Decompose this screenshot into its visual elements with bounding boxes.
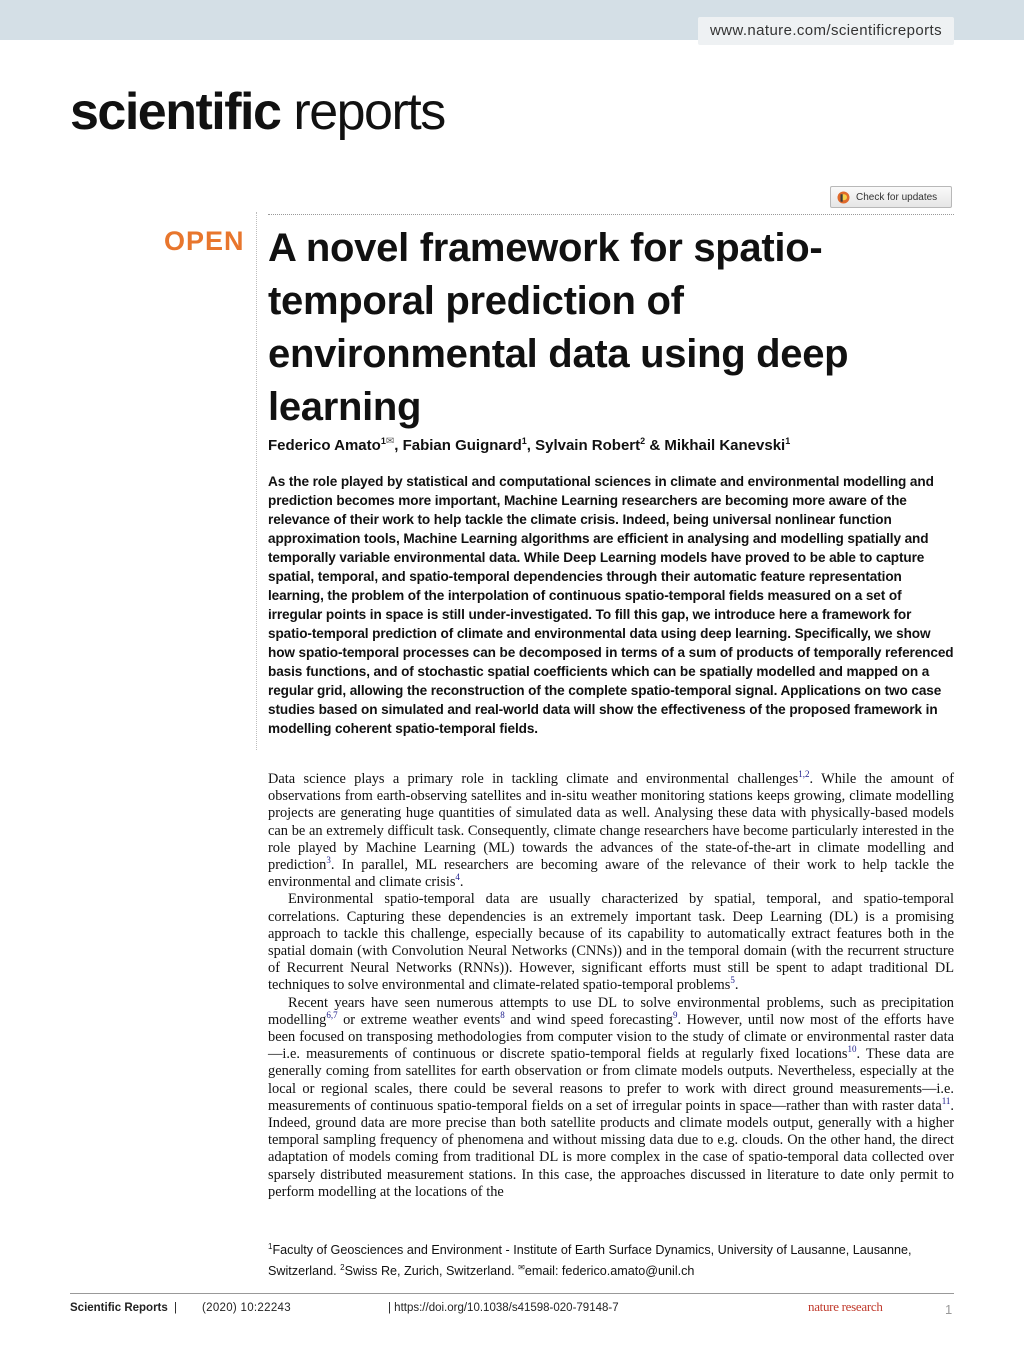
text-run: . bbox=[734, 977, 739, 994]
logo-light: reports bbox=[293, 83, 445, 141]
citation-link[interactable]: 3 bbox=[326, 855, 331, 866]
citation-link[interactable]: 8 bbox=[500, 1010, 505, 1021]
journal-logo[interactable] bbox=[70, 83, 445, 141]
abstract: As the role played by statistical and computational sciences in climate and environmental modelling and prediction becomes more important, Machine Learning researchers are becoming more aware of the relevance of their work to help tackle the climate crisis. Indeed, being universal nonlinear function approximation tools, Machine Learning algorithms are efficient in analysing and modelling spatially and temporally variable environmental data. While Deep Learning models have proved to be able to capture spatial, temporal, and spatio-temporal dependencies through their automatic feature representation learning, the problem of the interpolation of continuous spatio-temporal fields measured on a set of irregular points in space is still under-investigated. To fill this gap, we introduce here a framework for spatio-temporal prediction of climate and environmental data using deep learning. Specifically, we show how spatio-temporal processes can be decomposed in terms of a sum of products of temporally referenced basis functions, and of stochastic spatial coefficients which can be spatially modelled and mapped on a regular grid, allowing the reconstruction of the complete spatio-temporal signal. Applications on two case studies based on simulated and real-world data will show the effectiveness of the proposed framework in modelling coherent spatio-temporal fields. bbox=[268, 474, 954, 736]
text-run: Data science plays a primary role in tackling climate and environmental challenges bbox=[268, 771, 799, 787]
journal-url[interactable]: www.nature.com/scientificreports bbox=[698, 17, 954, 45]
footer-citation: (2020) 10:22243 bbox=[202, 1302, 291, 1314]
text-run: . While the amount of observations from earth-observing satellites and in-situ weather monitoring stations keeps growing, climate modelling projects are generating huge quantities of simulated data as well. Analysing these data with physically-based models can be an extremely difficult task. Consequently, climate change researchers have become particularly interested in the role played by Machine Learning (ML) towards the advances of the state-of-the-art in climate modelling and prediction bbox=[268, 771, 954, 874]
affiliation-number: 2 bbox=[340, 1263, 345, 1273]
text-run: . Indeed, ground data are more precise than both satellite products and climate models output, generally with a higher temporal sampling frequency of phenomena and without missing data due to e.g. clouds. On the other hand, the direct adaptation of models coming from traditional DL is more complex in the case of spatio-temporal data collected over sparsely distributed measurement stations. In this case, the approaches discussed in literature to date only permit to perform modelling at the locations of the bbox=[268, 1097, 954, 1200]
page-number: 1 bbox=[945, 1302, 953, 1317]
corresponding-email[interactable]: email: federico.amato@unil.ch bbox=[524, 1264, 695, 1279]
footer-divider bbox=[70, 1293, 954, 1294]
author-name[interactable]: Sylvain Robert bbox=[535, 437, 641, 454]
affiliation-ref: 1 bbox=[521, 436, 527, 446]
paragraph bbox=[268, 771, 954, 891]
main-text bbox=[268, 771, 954, 1201]
author-list: Federico Amato$^{1✉}$, Fabian Guignard$^1$, Sylvain Robert$^2$ & Mikhail Kanevski$^1$ bbox=[268, 436, 791, 454]
citation-link[interactable]: 11 bbox=[941, 1096, 951, 1107]
author-name[interactable]: Fabian Guignard bbox=[402, 437, 522, 454]
open-access-label: OPEN bbox=[164, 226, 245, 256]
crossmark-icon bbox=[837, 191, 850, 204]
citation-link[interactable]: 5 bbox=[730, 975, 735, 986]
citation-link[interactable]: 1,2 bbox=[798, 769, 810, 780]
text-run: . These data are generally coming from satellites for earth observation or from climate models outputs. Nevertheless, especially at the local or regional scales, there could be several reasons to prefer to work with direct ground measurements—i.e. measurements of continuous spatio-temporal fields on a set of irregular points in space—rather than with raster data bbox=[268, 1046, 954, 1114]
footer-separator: | bbox=[174, 1302, 177, 1314]
mail-icon[interactable]: ✉ bbox=[385, 436, 395, 447]
affiliation-number: 1 bbox=[268, 1242, 273, 1251]
text-run: . bbox=[459, 874, 464, 891]
paragraph bbox=[268, 995, 954, 1201]
page-footer bbox=[70, 1299, 954, 1320]
article-title: A novel framework for spatio-temporal prediction of environmental data using deep learning bbox=[268, 226, 849, 429]
citation-link[interactable]: 10 bbox=[847, 1044, 857, 1055]
check-for-updates-button[interactable] bbox=[830, 186, 952, 208]
text-run: . However, until now most of the efforts have been focused on transposing methodologies from computer vision to the study of climate or environmental raster data—i.e. measurements of continuous or discrete spatio-temporal fields at regularly fixed locations bbox=[268, 1011, 954, 1063]
text-run: Environmental spatio-temporal data are usually characterized by spatial, temporal, and spatio-temporal correlations. Capturing these dependencies is an extremely important task. Deep Learning (DL) is a promising approach to tackle this challenge, especially because of its capability to automatically extract features both in the spatial domain (with Convolution Neural Networks (CNNs)) and in the temporal domain (with the recurrent structure of Recurrent Neural Networks (RNNs)). However, significant efforts must still be spent to adapt traditional DL techniques to solve environmental and climate-related spatio-temporal problems bbox=[268, 891, 954, 994]
affiliations bbox=[268, 1238, 958, 1280]
text-run: . In parallel, ML researchers are becoming aware of the relevance of their work to help tackle the environmental and climate crisis bbox=[268, 857, 954, 891]
header-divider bbox=[268, 214, 954, 215]
logo-bold: scientific bbox=[70, 83, 281, 141]
affiliation-text: Faculty of Geosciences and Environment - Institute of Earth Surface Dynamics, University of Lausanne, Lausanne, Switzerland. bbox=[268, 1243, 912, 1279]
author-name[interactable]: Federico Amato bbox=[268, 437, 381, 454]
citation-link[interactable]: 6,7 bbox=[326, 1010, 338, 1021]
doi-link[interactable]: | https://doi.org/10.1038/s41598-020-79148-7 bbox=[388, 1302, 619, 1314]
affiliation-ref: 2 bbox=[640, 436, 646, 446]
author-name[interactable]: Mikhail Kanevski bbox=[664, 437, 786, 454]
publisher-logo: nature research bbox=[808, 1299, 883, 1314]
abstract-rule bbox=[256, 212, 257, 750]
footer-journal: Scientific Reports bbox=[70, 1302, 168, 1314]
text-run: or extreme weather events bbox=[337, 1011, 501, 1028]
citation-link[interactable]: 9 bbox=[672, 1010, 678, 1021]
text-run: Recent years have seen numerous attempts to use DL to solve environmental problems, such as precipitation modelling bbox=[268, 994, 954, 1028]
check-updates-label: Check for updates bbox=[856, 191, 938, 203]
paragraph bbox=[268, 891, 954, 994]
text-run: and wind speed forecasting bbox=[504, 1011, 673, 1028]
citation-link[interactable]: 4 bbox=[455, 872, 460, 883]
affiliation-text: Swiss Re, Zurich, Switzerland. bbox=[344, 1264, 519, 1279]
affiliation-ref: 1 bbox=[380, 436, 386, 446]
mail-icon: ✉ bbox=[518, 1263, 525, 1273]
affiliation-ref: 1 bbox=[785, 436, 791, 446]
